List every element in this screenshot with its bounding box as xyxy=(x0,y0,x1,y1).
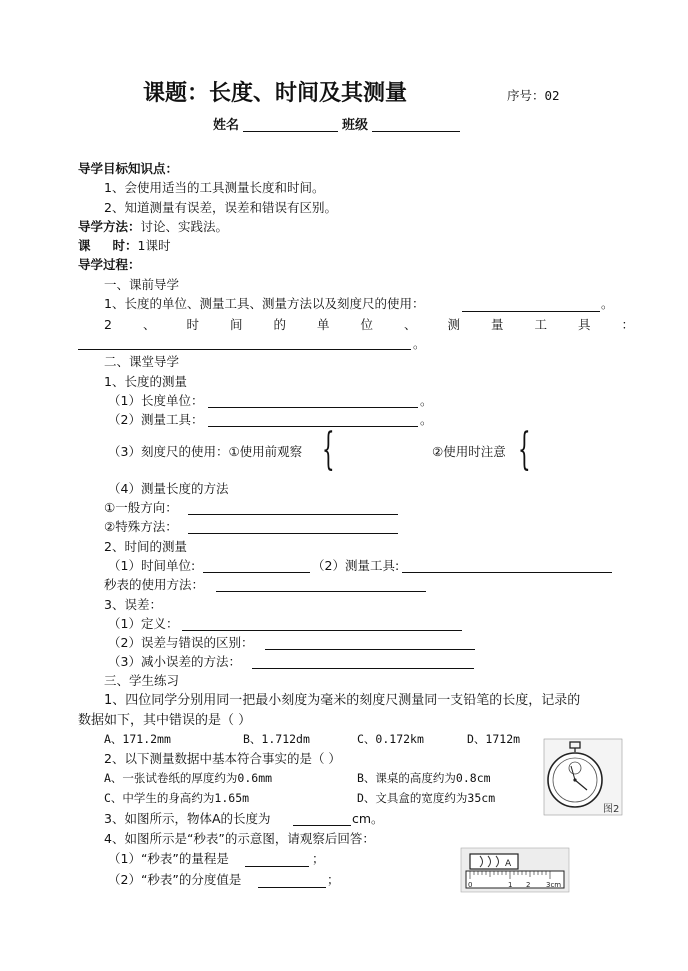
exercise-3: 3、如图所示，物体A的长度为 xyxy=(104,811,271,826)
method-row xyxy=(78,221,228,234)
special-method-label: ②特殊方法： xyxy=(104,519,178,534)
length-unit-label: （1）长度单位： xyxy=(108,393,204,408)
exercise-3-blank[interactable] xyxy=(293,825,351,826)
objective-item-1: 1、会使用适当的工具测量长度和时间。 xyxy=(104,180,325,195)
name-blank[interactable] xyxy=(243,131,338,132)
exercise-4b: （2）“秒表”的分度值是 xyxy=(108,872,242,887)
exercise-4b-end: ； xyxy=(327,872,340,887)
page-title: 课题：长度、时间及其测量 xyxy=(143,80,408,106)
name-label: 姓名 xyxy=(213,118,240,133)
exercise-2-option-d[interactable]: D、文具盒的宽度约为35cm xyxy=(357,791,496,805)
length-tool-label: （2）测量工具： xyxy=(108,412,204,427)
part1-q1-blank[interactable] xyxy=(462,311,600,312)
q2-char: 单 xyxy=(316,317,330,332)
ruler-tick-2: 2 xyxy=(526,881,531,889)
q2-char: 工 xyxy=(534,317,547,332)
error-reduce-label: （3）减小误差的方法： xyxy=(108,654,241,669)
exercise-4a: （1）“秒表”的量程是 xyxy=(108,851,229,866)
brace-left-2: { xyxy=(518,424,531,475)
exercise-1-option-b[interactable]: B、1.712dm xyxy=(243,732,310,746)
length-heading: 1、长度的测量 xyxy=(104,374,187,389)
ruler-figure xyxy=(460,847,570,893)
object-a-label: A xyxy=(505,859,512,869)
exercise-2-option-c[interactable]: C、中学生的身高约为1.65m xyxy=(104,791,250,805)
period-label-1: 课 xyxy=(78,238,91,253)
q2-char: 间 xyxy=(229,317,243,332)
time-unit-label: （1）时间单位: xyxy=(108,558,196,573)
error-diff-blank[interactable] xyxy=(265,649,475,650)
error-def-label: （1）定义： xyxy=(108,616,179,631)
part1-q1: 1、长度的单位、测量工具、测量方法以及刻度尺的使用： xyxy=(104,296,425,311)
general-method-label: ①一般方向： xyxy=(104,500,178,515)
exercise-4b-blank[interactable] xyxy=(258,887,326,888)
exercise-1-line1: 1、四位同学分别用同一把最小刻度为毫米的刻度尺测量同一支铅笔的长度，记录的 xyxy=(104,693,581,708)
exercise-1-line2: 数据如下，其中错误的是（ ） xyxy=(78,713,252,728)
time-tool-label: （2）测量工具: xyxy=(312,558,400,573)
q2-char: 、 xyxy=(142,317,156,332)
serial-number: 序号：02 xyxy=(507,88,560,103)
q2-char: 测 xyxy=(447,317,460,332)
q2-char: 、 xyxy=(403,317,417,332)
q2-char: 2 xyxy=(104,317,112,332)
ruler-tick-0: 0 xyxy=(468,881,473,889)
ruler-note-label: ②使用时注意 xyxy=(432,444,506,459)
length-tool-blank[interactable] xyxy=(208,426,418,427)
stopwatch-use-blank[interactable] xyxy=(216,591,426,592)
exercise-4a-end: ； xyxy=(312,851,325,866)
exercise-3-end: cm。 xyxy=(352,811,384,826)
period-label-2: 时： xyxy=(112,238,138,253)
stopwatch-label: 图2 xyxy=(603,804,620,815)
error-reduce-blank[interactable] xyxy=(252,668,474,669)
q2-char: 的 xyxy=(273,317,286,332)
ruler-tick-1: 1 xyxy=(508,881,513,889)
objective-item-2: 2、知道测量有误差，误差和错误有区别。 xyxy=(104,200,337,215)
exercise-4: 4、如图所示是“秒表”的示意图，请观察后回答： xyxy=(104,831,375,846)
stopwatch-figure xyxy=(543,738,623,816)
length-unit-blank[interactable] xyxy=(208,407,418,408)
class-label: 班级 xyxy=(342,118,369,133)
period-row xyxy=(78,240,170,253)
q2-char: 位 xyxy=(360,317,373,332)
part1-q1-end: 。 xyxy=(601,296,614,311)
q2-char: ： xyxy=(621,317,634,332)
objectives-heading: 导学目标知识点： xyxy=(78,161,179,176)
part1-q2-spread xyxy=(104,319,634,332)
part1-heading: 一、课前导学 xyxy=(104,277,180,292)
exercise-4a-blank[interactable] xyxy=(245,866,309,867)
q2-char: 量 xyxy=(490,317,504,332)
time-heading: 2、时间的测量 xyxy=(104,539,187,554)
length-unit-end: 。 xyxy=(420,393,433,408)
special-method-blank[interactable] xyxy=(188,533,398,534)
q2-char: 时 xyxy=(186,317,199,332)
length-method-heading: （4）测量长度的方法 xyxy=(108,481,229,496)
part2-heading: 二、课堂导学 xyxy=(104,354,180,369)
time-tool-blank[interactable] xyxy=(402,572,612,573)
part1-q2-end: 。 xyxy=(413,336,426,351)
time-unit-blank[interactable] xyxy=(203,572,310,573)
ruler-use-label: （3）刻度尺的使用：①使用前观察 xyxy=(108,444,303,459)
exercise-2-option-b[interactable]: B、课桌的高度约为0.8cm xyxy=(357,771,491,785)
part3-heading: 三、学生练习 xyxy=(104,673,180,688)
exercise-2-option-a[interactable]: A、一张试卷纸的厚度约为0.6mm xyxy=(104,771,273,785)
exercise-1-option-c[interactable]: C、0.172km xyxy=(357,732,424,746)
brace-left-1: { xyxy=(322,424,335,475)
q2-char: 具 xyxy=(577,317,591,332)
error-def-blank[interactable] xyxy=(182,630,462,631)
process-heading: 导学过程： xyxy=(78,257,141,272)
exercise-1-option-d[interactable]: D、1712m xyxy=(467,732,521,746)
error-diff-label: （2）误差与错误的区别： xyxy=(108,635,254,650)
class-blank[interactable] xyxy=(372,131,460,132)
period-value: 1课时 xyxy=(137,238,171,253)
stopwatch-use-label: 秒表的使用方法： xyxy=(104,577,205,592)
exercise-2: 2、以下测量数据中基本符合事实的是（ ） xyxy=(104,751,341,766)
length-tool-end: 。 xyxy=(420,412,433,427)
general-method-blank[interactable] xyxy=(188,514,398,515)
method-value: 讨论、实践法。 xyxy=(140,219,229,234)
part1-q2-blank[interactable] xyxy=(78,349,411,350)
ruler-tick-3: 3cm xyxy=(546,881,562,889)
method-label: 导学方法： xyxy=(78,219,141,234)
error-heading: 3、误差： xyxy=(104,597,162,612)
exercise-1-option-a[interactable]: A、171.2mm xyxy=(104,732,171,746)
